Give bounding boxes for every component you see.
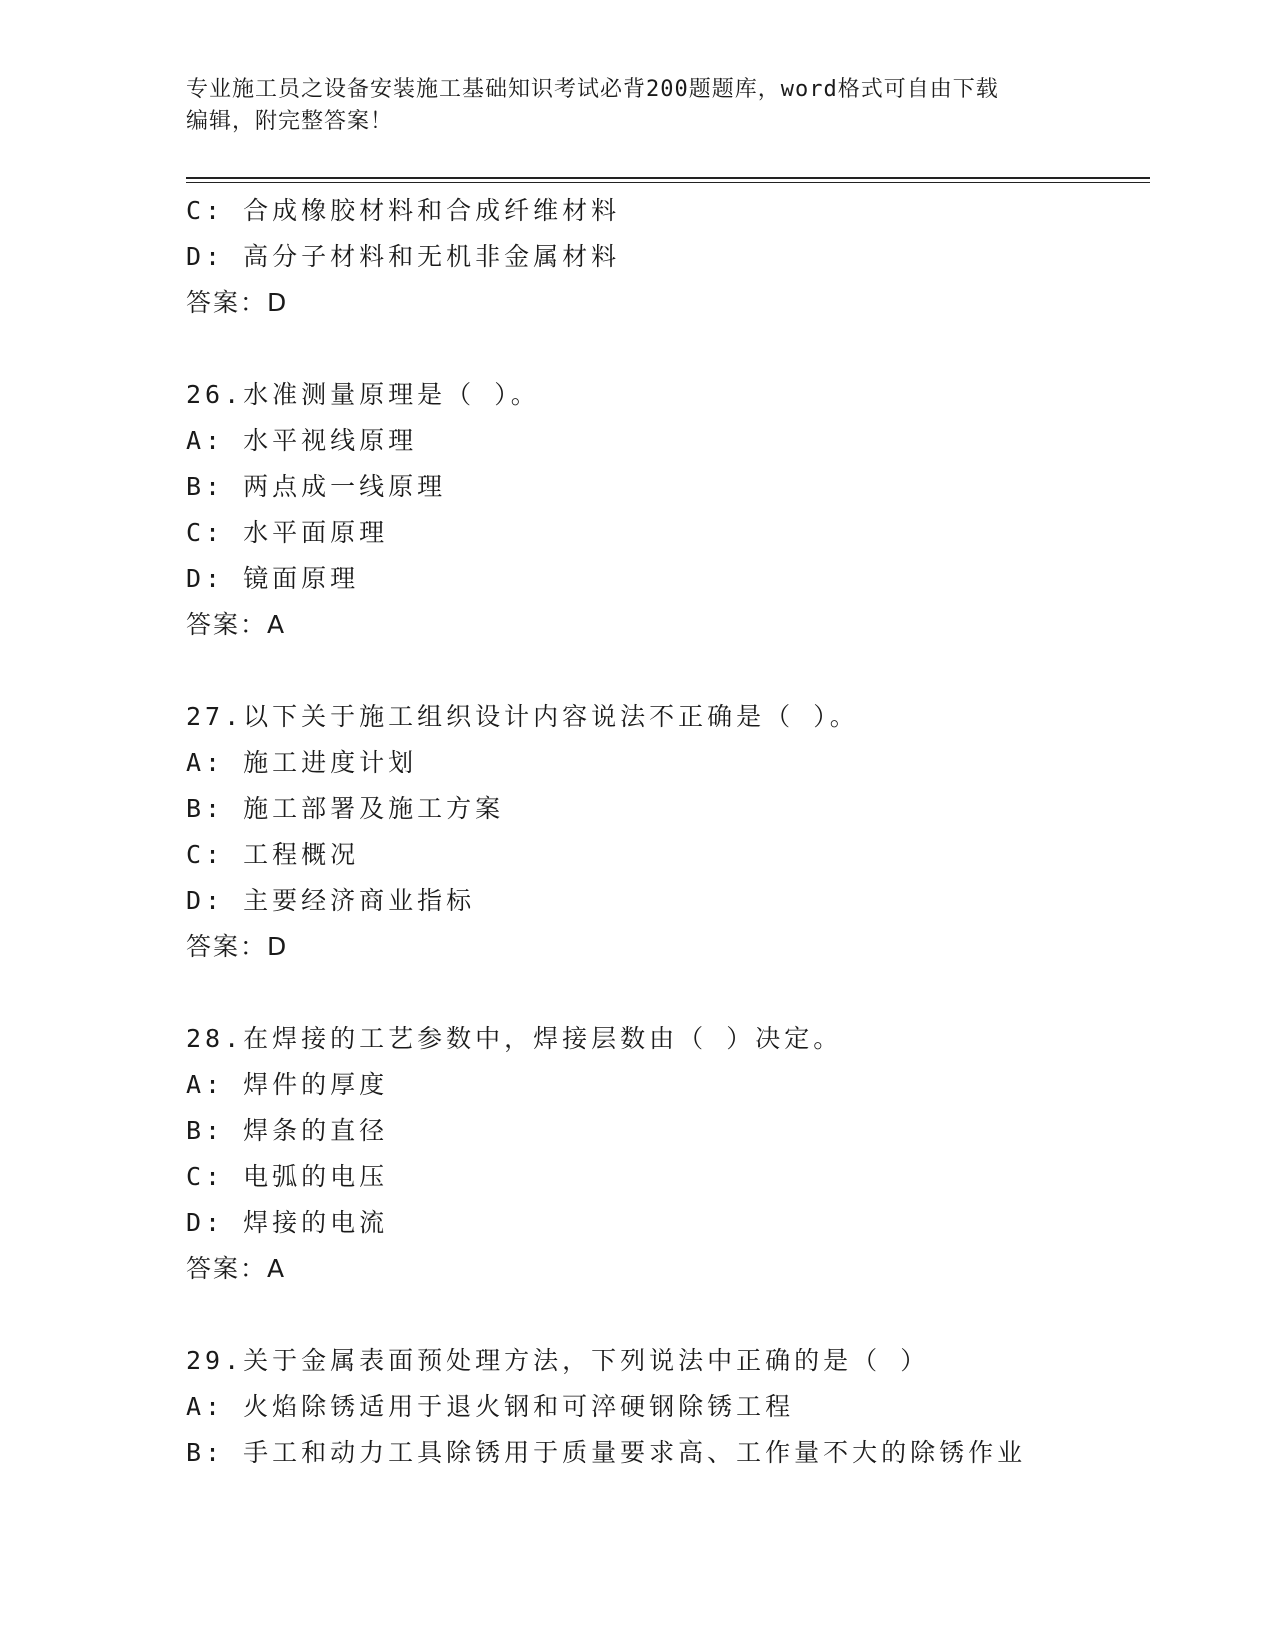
question-stem: 29.关于金属表面预处理方法，下列说法中正确的是（ ） (186, 1346, 930, 1375)
document-header (186, 74, 1086, 138)
option-b: B: 施工部署及施工方案 (186, 794, 505, 823)
question-stem: 28.在焊接的工艺参数中，焊接层数由（ ）决定。 (186, 1024, 843, 1053)
question-spacer (186, 970, 1146, 1016)
option-d: D: 高分子材料和无机非金属材料 (186, 242, 621, 271)
option-b: B: 手工和动力工具除锈用于质量要求高、工作量不大的除锈作业 (186, 1438, 1027, 1467)
option-c: C: 水平面原理 (186, 518, 389, 547)
option-a: A: 火焰除锈适用于退火钢和可淬硬钢除锈工程 (186, 1392, 795, 1421)
answer-line: 答案：D (186, 288, 289, 317)
question-block-26 (186, 372, 1146, 648)
option-d: D: 焊接的电流 (186, 1208, 389, 1237)
question-stem: 26.水准测量原理是（ ）。 (186, 380, 540, 409)
option-c: C: 电弧的电压 (186, 1162, 389, 1191)
header-divider-bottom (186, 182, 1150, 183)
question-spacer (186, 1292, 1146, 1338)
question-spacer (186, 326, 1146, 372)
option-c: C: 工程概况 (186, 840, 360, 869)
option-b: B: 两点成一线原理 (186, 472, 447, 501)
header-title-line-2: 编辑，附完整答案！ (186, 109, 394, 134)
answer-line: 答案：D (186, 932, 289, 961)
question-block-25-tail (186, 188, 1146, 326)
option-d: D: 主要经济商业指标 (186, 886, 476, 915)
question-block-28 (186, 1016, 1146, 1292)
question-stem: 27.以下关于施工组织设计内容说法不正确是（ ）。 (186, 702, 859, 731)
question-spacer (186, 648, 1146, 694)
option-b: B: 焊条的直径 (186, 1116, 389, 1145)
option-a: A: 水平视线原理 (186, 426, 418, 455)
question-block-29 (186, 1338, 1146, 1476)
option-c: C: 合成橡胶材料和合成纤维材料 (186, 196, 621, 225)
option-d: D: 镜面原理 (186, 564, 360, 593)
question-content (186, 188, 1146, 1476)
option-a: A: 焊件的厚度 (186, 1070, 389, 1099)
header-divider-top (186, 177, 1150, 179)
option-a: A: 施工进度计划 (186, 748, 418, 777)
header-title-line-1: 专业施工员之设备安装施工基础知识考试必背200题题库，word格式可自由下载 (186, 77, 999, 102)
question-block-27 (186, 694, 1146, 970)
answer-line: 答案：A (186, 610, 287, 639)
answer-line: 答案：A (186, 1254, 287, 1283)
